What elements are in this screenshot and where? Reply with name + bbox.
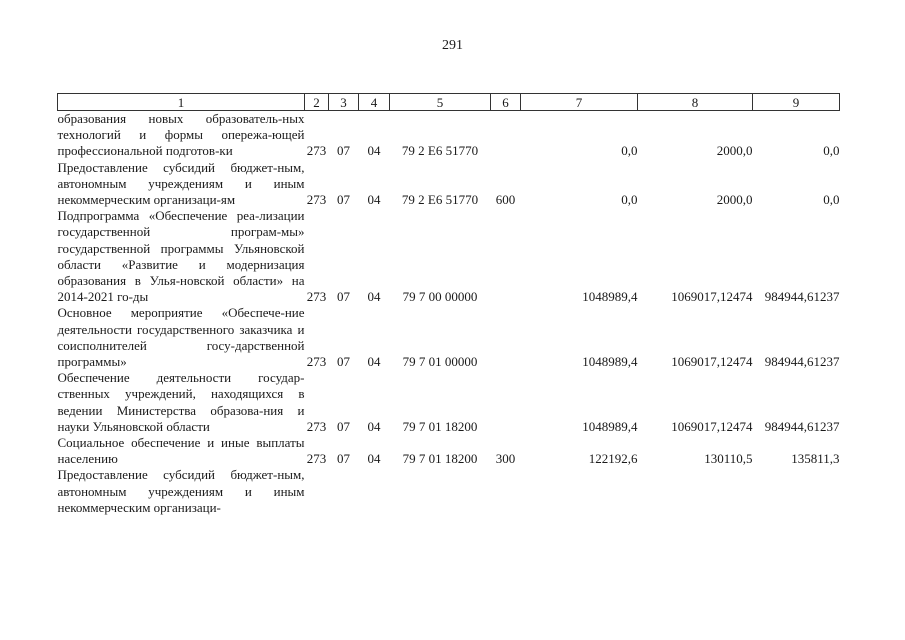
cell-amount-9: 0,0 bbox=[823, 192, 840, 208]
table-row bbox=[58, 111, 840, 160]
table-row bbox=[58, 208, 840, 305]
cell-amount-7: 1048989,4 bbox=[582, 354, 638, 370]
cell-code-4: 04 bbox=[367, 354, 381, 370]
table-row bbox=[58, 370, 840, 435]
page-number: 291 bbox=[442, 38, 463, 53]
cell-code-2: 273 bbox=[306, 143, 327, 159]
column-header-7: 7 bbox=[521, 94, 638, 111]
cell-code-4: 04 bbox=[367, 451, 381, 467]
table-row bbox=[58, 435, 840, 467]
cell-code-2: 273 bbox=[306, 289, 327, 305]
cell-code-4: 04 bbox=[367, 143, 381, 159]
table-row bbox=[58, 467, 840, 516]
header-row bbox=[58, 94, 840, 111]
row-name: Основное мероприятие «Обеспече-ние деятельности государственного заказчика и соисполнителей госу-дарственной программы» bbox=[57, 305, 305, 370]
column-header-6: 6 bbox=[491, 94, 521, 111]
cell-code-6 bbox=[491, 111, 521, 160]
table-row bbox=[58, 160, 840, 209]
cell-code-5: 79 2 Е6 51770 bbox=[401, 143, 479, 159]
cell-code-3: 07 bbox=[337, 192, 350, 208]
cell-code-6 bbox=[491, 370, 521, 435]
cell-amount-7: 1048989,4 bbox=[582, 418, 638, 434]
cell-amount-9: 984944,61237 bbox=[764, 289, 840, 305]
cell-code-3 bbox=[329, 467, 359, 516]
row-name: Социальное обеспечение и иные выплаты населению bbox=[57, 435, 305, 467]
column-header-8: 8 bbox=[638, 94, 753, 111]
cell-amount-8: 1069017,12474 bbox=[671, 354, 753, 370]
column-header-4: 4 bbox=[359, 94, 390, 111]
cell-amount-8 bbox=[638, 467, 753, 516]
cell-code-2: 273 bbox=[306, 451, 327, 467]
row-name: Подпрограмма «Обеспечение реа-лизации государственной програм-мы» государственной программы Ульяновской области «Развитие и модернизация образования в Улья-новской области» на 2014-2021 го-ды bbox=[57, 208, 305, 305]
cell-code-4: 04 bbox=[367, 289, 381, 305]
cell-code-3: 07 bbox=[337, 143, 350, 159]
column-header-5: 5 bbox=[390, 94, 491, 111]
cell-code-5: 79 7 00 00000 bbox=[402, 289, 478, 305]
table-row bbox=[58, 305, 840, 370]
cell-code-6 bbox=[491, 467, 521, 516]
row-name: Предоставление субсидий бюджет-ным, автономным учреждениям и иным некоммерческим организаци-ям bbox=[57, 159, 305, 208]
cell-code-5: 79 7 01 18200 bbox=[402, 418, 478, 434]
cell-code-4: 04 bbox=[367, 192, 381, 208]
column-header-3: 3 bbox=[329, 94, 359, 111]
cell-code-4 bbox=[359, 467, 390, 516]
cell-amount-7: 0,0 bbox=[621, 192, 638, 208]
cell-code-6: 300 bbox=[495, 451, 516, 467]
cell-code-3: 07 bbox=[337, 418, 350, 434]
cell-amount-8: 2000,0 bbox=[716, 143, 753, 159]
cell-amount-7: 1048989,4 bbox=[582, 289, 638, 305]
cell-amount-9: 0,0 bbox=[823, 143, 840, 159]
row-name: Предоставление субсидий бюджет-ным, автономным учреждениям и иным некоммерческим организаци- bbox=[57, 467, 305, 515]
cell-code-5: 79 2 Е6 51770 bbox=[401, 192, 479, 208]
cell-code-3: 07 bbox=[337, 289, 350, 305]
cell-amount-9: 984944,61237 bbox=[764, 418, 840, 434]
cell-code-5 bbox=[390, 467, 491, 516]
cell-code-3: 07 bbox=[337, 354, 350, 370]
cell-amount-7 bbox=[521, 467, 638, 516]
cell-code-6 bbox=[491, 305, 521, 370]
row-name: Обеспечение деятельности государ-ственных учреждений, находящихся в ведении Министерства образова-ния и науки Ульяновской области bbox=[57, 370, 305, 434]
cell-amount-9: 135811,3 bbox=[791, 451, 840, 467]
cell-amount-9: 984944,61237 bbox=[764, 354, 840, 370]
cell-amount-7: 0,0 bbox=[621, 143, 638, 159]
budget-table bbox=[57, 93, 840, 516]
row-name: образования новых образователь-ных технологий и формы опережа-ющей профессиональной подготов-ки bbox=[57, 111, 305, 159]
cell-amount-7: 122192,6 bbox=[588, 451, 638, 467]
column-header-9: 9 bbox=[753, 94, 840, 111]
cell-code-3: 07 bbox=[337, 451, 350, 467]
cell-amount-8: 2000,0 bbox=[716, 192, 753, 208]
cell-code-6: 600 bbox=[495, 192, 516, 208]
cell-amount-8: 130110,5 bbox=[704, 451, 753, 467]
cell-code-2: 273 bbox=[306, 418, 327, 434]
cell-code-2 bbox=[305, 467, 329, 516]
cell-code-2: 273 bbox=[306, 192, 327, 208]
cell-amount-9 bbox=[753, 467, 840, 516]
column-header-2: 2 bbox=[305, 94, 329, 111]
column-header-1: 1 bbox=[58, 94, 305, 111]
cell-code-5: 79 7 01 00000 bbox=[402, 354, 478, 370]
cell-code-2: 273 bbox=[306, 354, 327, 370]
cell-code-4: 04 bbox=[367, 418, 381, 434]
cell-amount-8: 1069017,12474 bbox=[671, 289, 753, 305]
cell-amount-8: 1069017,12474 bbox=[671, 418, 753, 434]
cell-code-6 bbox=[491, 208, 521, 305]
cell-code-5: 79 7 01 18200 bbox=[402, 451, 478, 467]
